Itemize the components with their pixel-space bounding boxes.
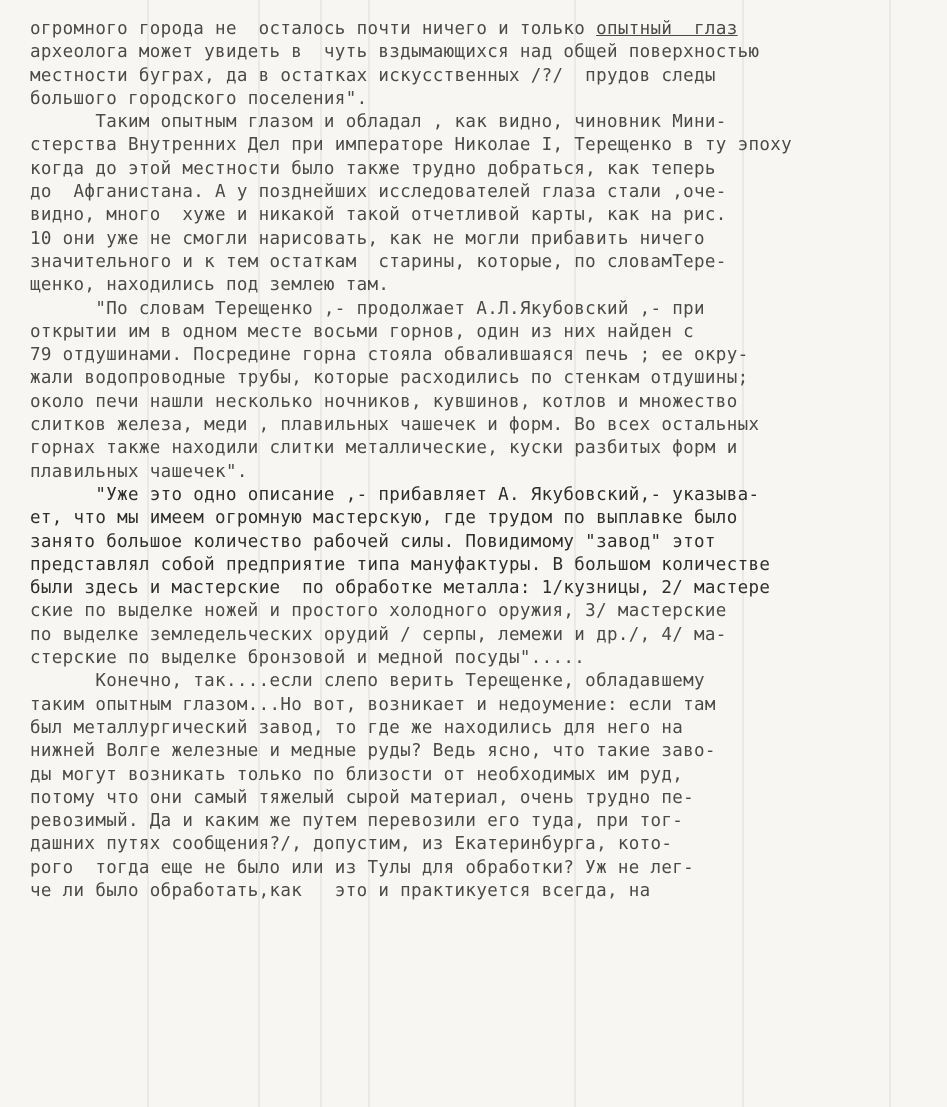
text-line: жали водопроводные трубы, которые расходились по стенкам отдушины; <box>30 368 749 389</box>
text-line: занято большое количество рабочей силы. Повидимому "завод" этот <box>30 531 716 552</box>
text-line: ет, что мы имеем огромную мастерскую, где трудом по выплавке было <box>30 508 738 529</box>
text-line: рого тогда еще не было или из Тулы для обработки? Уж не лег- <box>30 857 695 878</box>
text-line-content: огромного города не осталось почти ничего и только <box>30 19 597 39</box>
text-line: большого городского поселения". <box>30 88 368 109</box>
text-line: местности буграх, да в остатках искусственных /?/ прудов следы <box>30 65 716 86</box>
text-line: Таким опытным глазом и обладал , как видно, чиновник Мини- <box>30 112 727 133</box>
text-line: слитков железа, меди , плавильных чашечек и форм. Во всех остальных <box>30 415 760 436</box>
text-line: открытии им в одном месте восьми горнов, один из них найден с <box>30 321 695 342</box>
typewritten-text <box>30 18 935 903</box>
text-line: по выделке земледельческих орудий / серпы, лемежи и др./, 4/ ма- <box>30 624 727 645</box>
text-line: стерские по выделке бронзовой и медной посуды"..... <box>30 648 586 669</box>
text-line: "Уже это одно описание ,- прибавляет А. Якубовский,- указыва- <box>30 484 760 505</box>
text-line: около печи нашли несколько ночников, кувшинов, котлов и множество <box>30 391 738 412</box>
text-line: археолога может увидеть в чуть вздымающихся над общей поверхностью <box>30 42 760 63</box>
text-line: ские по выделке ножей и простого холодного оружия, 3/ мастерские <box>30 601 727 622</box>
text-line: горнах также находили слитки металлические, куски разбитых форм и <box>30 438 738 459</box>
text-line: видно, много хуже и никакой такой отчетливой карты, как на рис. <box>30 205 727 226</box>
text-line: дашних путях сообщения?/, допустим, из Екатеринбурга, кото- <box>30 834 673 855</box>
text-line: ды могут возникать только по близости от необходимых им руд, <box>30 764 684 785</box>
text-line: был металлургический завод, то где же находились для него на <box>30 717 684 738</box>
text-line: щенко, находились под землею там. <box>30 275 390 296</box>
text-line: стерства Внутренних Дел при императоре Николае I, Терещенко в ту эпоху <box>30 135 793 156</box>
text-line: "По словам Терещенко ,- продолжает А.Л.Якубовский ,- при <box>30 298 705 319</box>
text-line: че ли было обработать,как это и практикуется всегда, на <box>30 880 651 901</box>
text-line: представлял собой предприятие типа мануфактуры. В большом количестве <box>30 554 771 575</box>
text-line: ревозимый. Да и каким же путем перевозили его туда, при тог- <box>30 811 684 832</box>
text-line: до Афганистана. А у позднейших исследователей глаза стали ,оче- <box>30 182 727 203</box>
text-line: были здесь и мастерские по обработке металла: 1/кузницы, 2/ мастере <box>30 578 771 599</box>
text-line: потому что они самый тяжелый сырой материал, очень трудно пе- <box>30 787 695 808</box>
text-line: 79 отдушинами. Посредине горна стояла обвалившаяся печь ; ее окру- <box>30 345 749 366</box>
underlined-phrase: опытный глаз <box>596 19 738 39</box>
text-line <box>30 18 935 41</box>
text-line: таким опытным глазом...Но вот, возникает и недоумение: если там <box>30 694 716 715</box>
text-line: нижней Волге железные и медные руды? Ведь ясно, что такие заво- <box>30 741 716 762</box>
text-line: плавильных чашечек". <box>30 461 248 482</box>
text-line: значительного и к тем остаткам старины, которые, по словамТере- <box>30 251 727 272</box>
text-line: 10 они уже не смогли нарисовать, как не могли прибавить ничего <box>30 228 705 249</box>
text-line: когда до этой местности было также трудно добраться, как теперь <box>30 158 716 179</box>
text-line: Конечно, так....если слепо верить Терещенке, обладавшему <box>30 671 705 692</box>
